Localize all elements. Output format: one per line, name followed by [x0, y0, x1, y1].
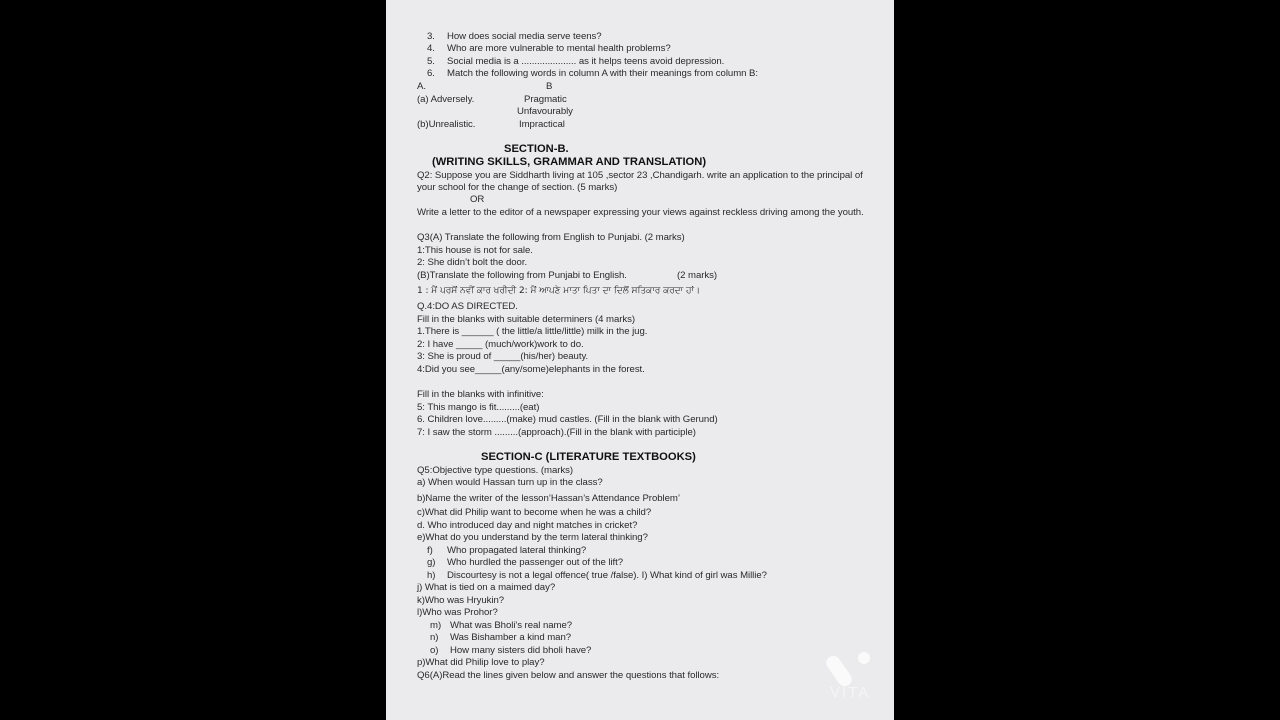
- document-page: [386, 0, 894, 720]
- infinitive-item-5: 5: This mango is fit.........(eat): [417, 402, 540, 413]
- q5-item-l: l)Who was Prohor?: [417, 607, 498, 618]
- q3b-punjabi-text: 1 : ਮੈਂ ਪਰਸੋਂ ਨਵੀਂ ਕਾਰ ਖਰੀਦੀ 2: ਮੈਂ ਆਪਣੇ ਮਾਤਾ ਪਿਤਾ ਦਾ ਦਿਲੋਂ ਸਤਿਕਾਰ ਕਰਦਾ ਹਾਂ।: [417, 286, 701, 296]
- q5-item-p: p)What did Philip love to play?: [417, 657, 545, 668]
- q4-item-4: 4:Did you see_____(any/some)elephants in the forest.: [417, 364, 645, 375]
- q2-line-2: your school for the change of section. (5 marks): [417, 182, 618, 193]
- q3a-item-1: 1:This house is not for sale.: [417, 245, 533, 256]
- q4-heading: Q.4:DO AS DIRECTED.: [417, 301, 518, 312]
- q5-item-d: d. Who introduced day and night matches in cricket?: [417, 520, 638, 531]
- q2-alternative: Write a letter to the editor of a newspaper expressing your views against reckless driving among the youth.: [417, 207, 864, 218]
- question-3: [427, 31, 602, 43]
- match-a-2: (b)Unrealistic.: [417, 119, 476, 130]
- q5-item-c: c)What did Philip want to become when he was a child?: [417, 507, 652, 518]
- item-letter: h): [427, 570, 436, 581]
- q5-item-m: [430, 620, 572, 632]
- match-b-2: Unfavourably: [517, 106, 573, 117]
- question-number: 6.: [427, 68, 435, 79]
- q5-item-h: [427, 570, 767, 582]
- infinitive-intro: Fill in the blanks with infinitive:: [417, 389, 544, 400]
- q5-item-e: e)What do you understand by the term lateral thinking?: [417, 532, 648, 543]
- q4-item-2: 2: I have _____ (much/work)work to do.: [417, 339, 584, 350]
- q3b-marks: (2 marks): [677, 270, 718, 281]
- question-number: 4.: [427, 43, 435, 54]
- q5-item-a: a) When would Hassan turn up in the class?: [417, 477, 603, 488]
- question-number: 3.: [427, 31, 435, 42]
- question-4: [427, 43, 671, 55]
- question-text: How does social media serve teens?: [447, 31, 602, 42]
- q4-item-3: 3: She is proud of _____(his/her) beauty.: [417, 351, 589, 362]
- item-letter: o): [430, 645, 439, 656]
- section-c-title: SECTION-C (LITERATURE TEXTBOOKS): [481, 451, 696, 463]
- question-text: Who are more vulnerable to mental health problems?: [447, 43, 671, 54]
- match-b-1: Pragmatic: [524, 94, 567, 105]
- infinitive-item-7: 7: I saw the storm .........(approach).(Fill in the blank with participle): [417, 427, 696, 438]
- section-b-title: SECTION-B.: [504, 143, 569, 155]
- question-text: Social media is a ..................... as it helps teens avoid depression.: [447, 56, 725, 67]
- watermark-label: VITA: [830, 684, 871, 701]
- item-text: What was Bholi's real name?: [450, 620, 573, 631]
- item-letter: n): [430, 632, 439, 643]
- q6a-heading: Q6(A)Read the lines given below and answer the questions that follows:: [417, 670, 720, 681]
- q3a-item-2: 2: She didn’t bolt the door.: [417, 257, 528, 268]
- question-6: [427, 68, 758, 80]
- match-a-1: (a) Adversely.: [417, 94, 475, 105]
- item-text: Who propagated lateral thinking?: [447, 545, 587, 556]
- question-5: [427, 56, 724, 68]
- or-label: OR: [470, 194, 485, 205]
- q5-item-n: [430, 632, 571, 644]
- q5-item-g: [427, 557, 623, 569]
- q2-line-1: Q2: Suppose you are Siddharth living at 105 ,sector 23 ,Chandigarh. write an application to the principal of: [417, 170, 863, 181]
- section-b-subtitle: (WRITING SKILLS, GRAMMAR AND TRANSLATION): [432, 156, 707, 168]
- item-text: Who hurdled the passenger out of the lift?: [447, 557, 624, 568]
- q4-item-1: 1.There is ______ ( the little/a little/little) milk in the jug.: [417, 326, 648, 337]
- item-letter: f): [427, 545, 433, 556]
- question-text: Match the following words in column A with their meanings from column B:: [447, 68, 759, 79]
- q4-intro: Fill in the blanks with suitable determiners (4 marks): [417, 314, 636, 325]
- q5-item-j: j) What is tied on a maimed day?: [417, 582, 556, 593]
- q5-item-k: k)Who was Hryukin?: [417, 595, 505, 606]
- match-b-3: Impractical: [519, 119, 565, 130]
- item-text: Discourtesy is not a legal offence( true /false). I) What kind of girl was Millie?: [447, 570, 767, 581]
- item-letter: m): [430, 620, 442, 631]
- column-b-header: B: [546, 81, 553, 92]
- q5-heading: Q5:Objective type questions. (marks): [417, 465, 574, 476]
- column-a-header: A.: [417, 81, 426, 92]
- item-letter: g): [427, 557, 436, 568]
- q3a-heading: Q3(A) Translate the following from English to Punjabi. (2 marks): [417, 232, 685, 243]
- question-number: 5.: [427, 56, 435, 67]
- infinitive-item-6: 6. Children love.........(make) mud castles. (Fill in the blank with Gerund): [417, 414, 718, 425]
- q5-item-o: [430, 645, 591, 657]
- q5-item-f: [427, 545, 586, 557]
- item-text: Was Bishamber a kind man?: [450, 632, 572, 643]
- q5-item-b: b)Name the writer of the lesson’Hassan’s Attendance Problem’: [417, 493, 680, 504]
- item-text: How many sisters did bholi have?: [450, 645, 592, 656]
- q3b-heading: (B)Translate the following from Punjabi to English.: [417, 270, 627, 281]
